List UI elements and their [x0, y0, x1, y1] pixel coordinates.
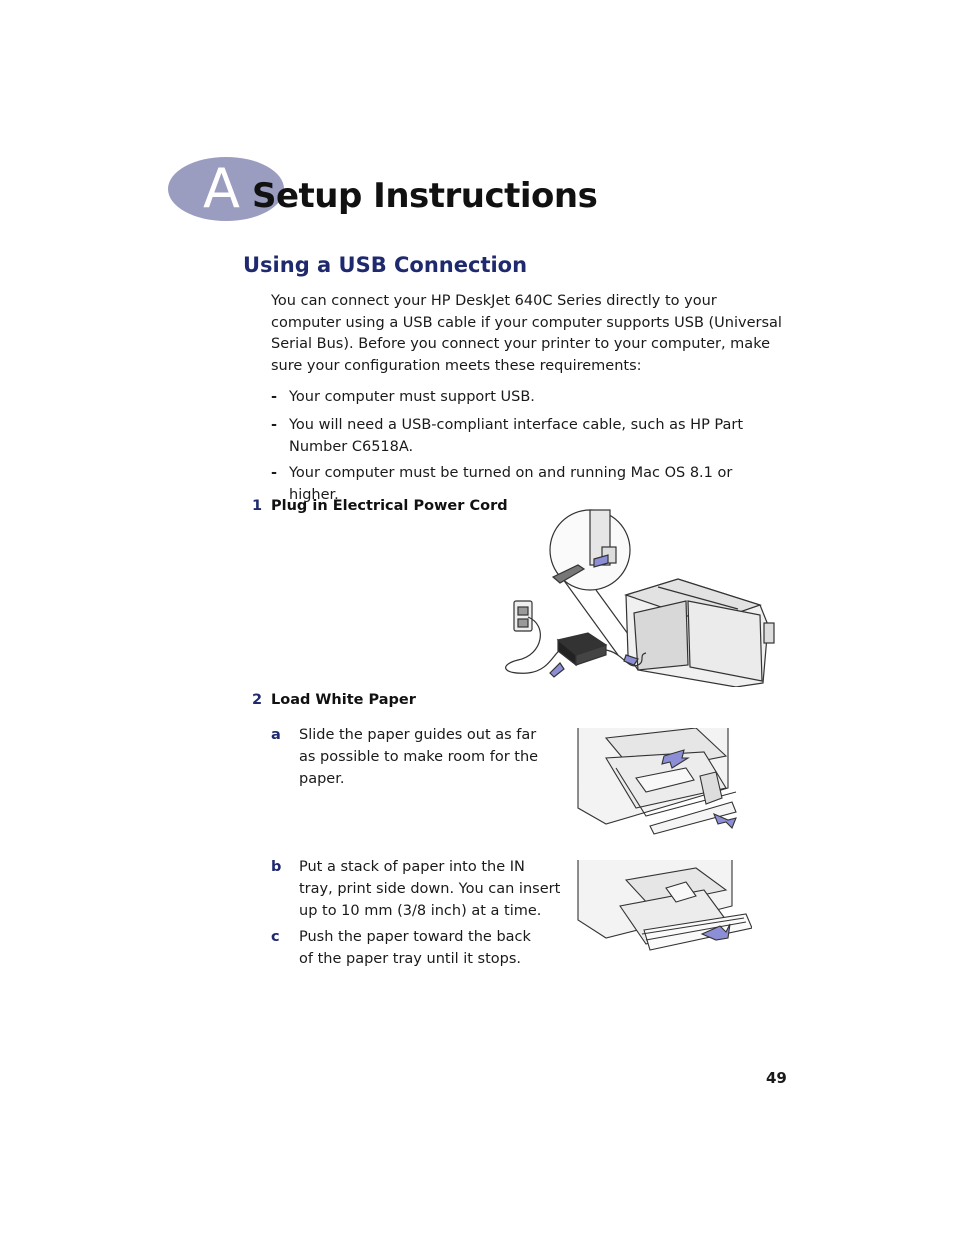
list-item-text: Your computer must support USB. — [289, 389, 535, 405]
list-item-text: Your computer must be turned on and running Mac OS 8.1 or higher. — [289, 465, 733, 503]
substep-letter: b — [271, 859, 282, 875]
intro-paragraph: You can connect your HP DeskJet 640C Series directly to your computer using a USB cable if your computer supports USB (Universal Serial Bus). Before you connect your printer to your computer, make sure your configuration meets these requirements: — [271, 293, 782, 374]
step-number: 1 — [252, 498, 263, 514]
page-number: 49 — [766, 1069, 787, 1087]
step-title: Plug in Electrical Power Cord — [271, 498, 508, 514]
paper-guides-illustration — [576, 728, 742, 836]
list-item-text: You will need a USB-compliant interface cable, such as HP Part Number C6518A. — [289, 417, 744, 455]
section-heading: Using a USB Connection — [243, 253, 528, 277]
power-cord-illustration — [498, 505, 780, 687]
list-item — [271, 387, 771, 409]
substep-text: Slide the paper guides out as far as possible to make room for the paper. — [299, 727, 539, 787]
chapter-letter: A — [203, 157, 240, 220]
bullet-dash-icon: - — [271, 417, 278, 433]
step-title: Load White Paper — [271, 692, 416, 708]
substep-text: Push the paper toward the back of the paper tray until it stops. — [299, 929, 531, 967]
chapter-title: Setup Instructions — [252, 176, 598, 216]
step-number: 2 — [252, 692, 263, 708]
substep-letter: a — [271, 727, 281, 743]
bullet-dash-icon: - — [271, 465, 278, 481]
substep-text: Put a stack of paper into the IN tray, print side down. You can insert up to 10 mm (3/8 inch) at a time. — [299, 859, 561, 919]
substep-letter: c — [271, 929, 280, 945]
load-paper-illustration — [576, 860, 752, 954]
bullet-dash-icon: - — [271, 389, 278, 405]
list-item — [271, 415, 771, 458]
